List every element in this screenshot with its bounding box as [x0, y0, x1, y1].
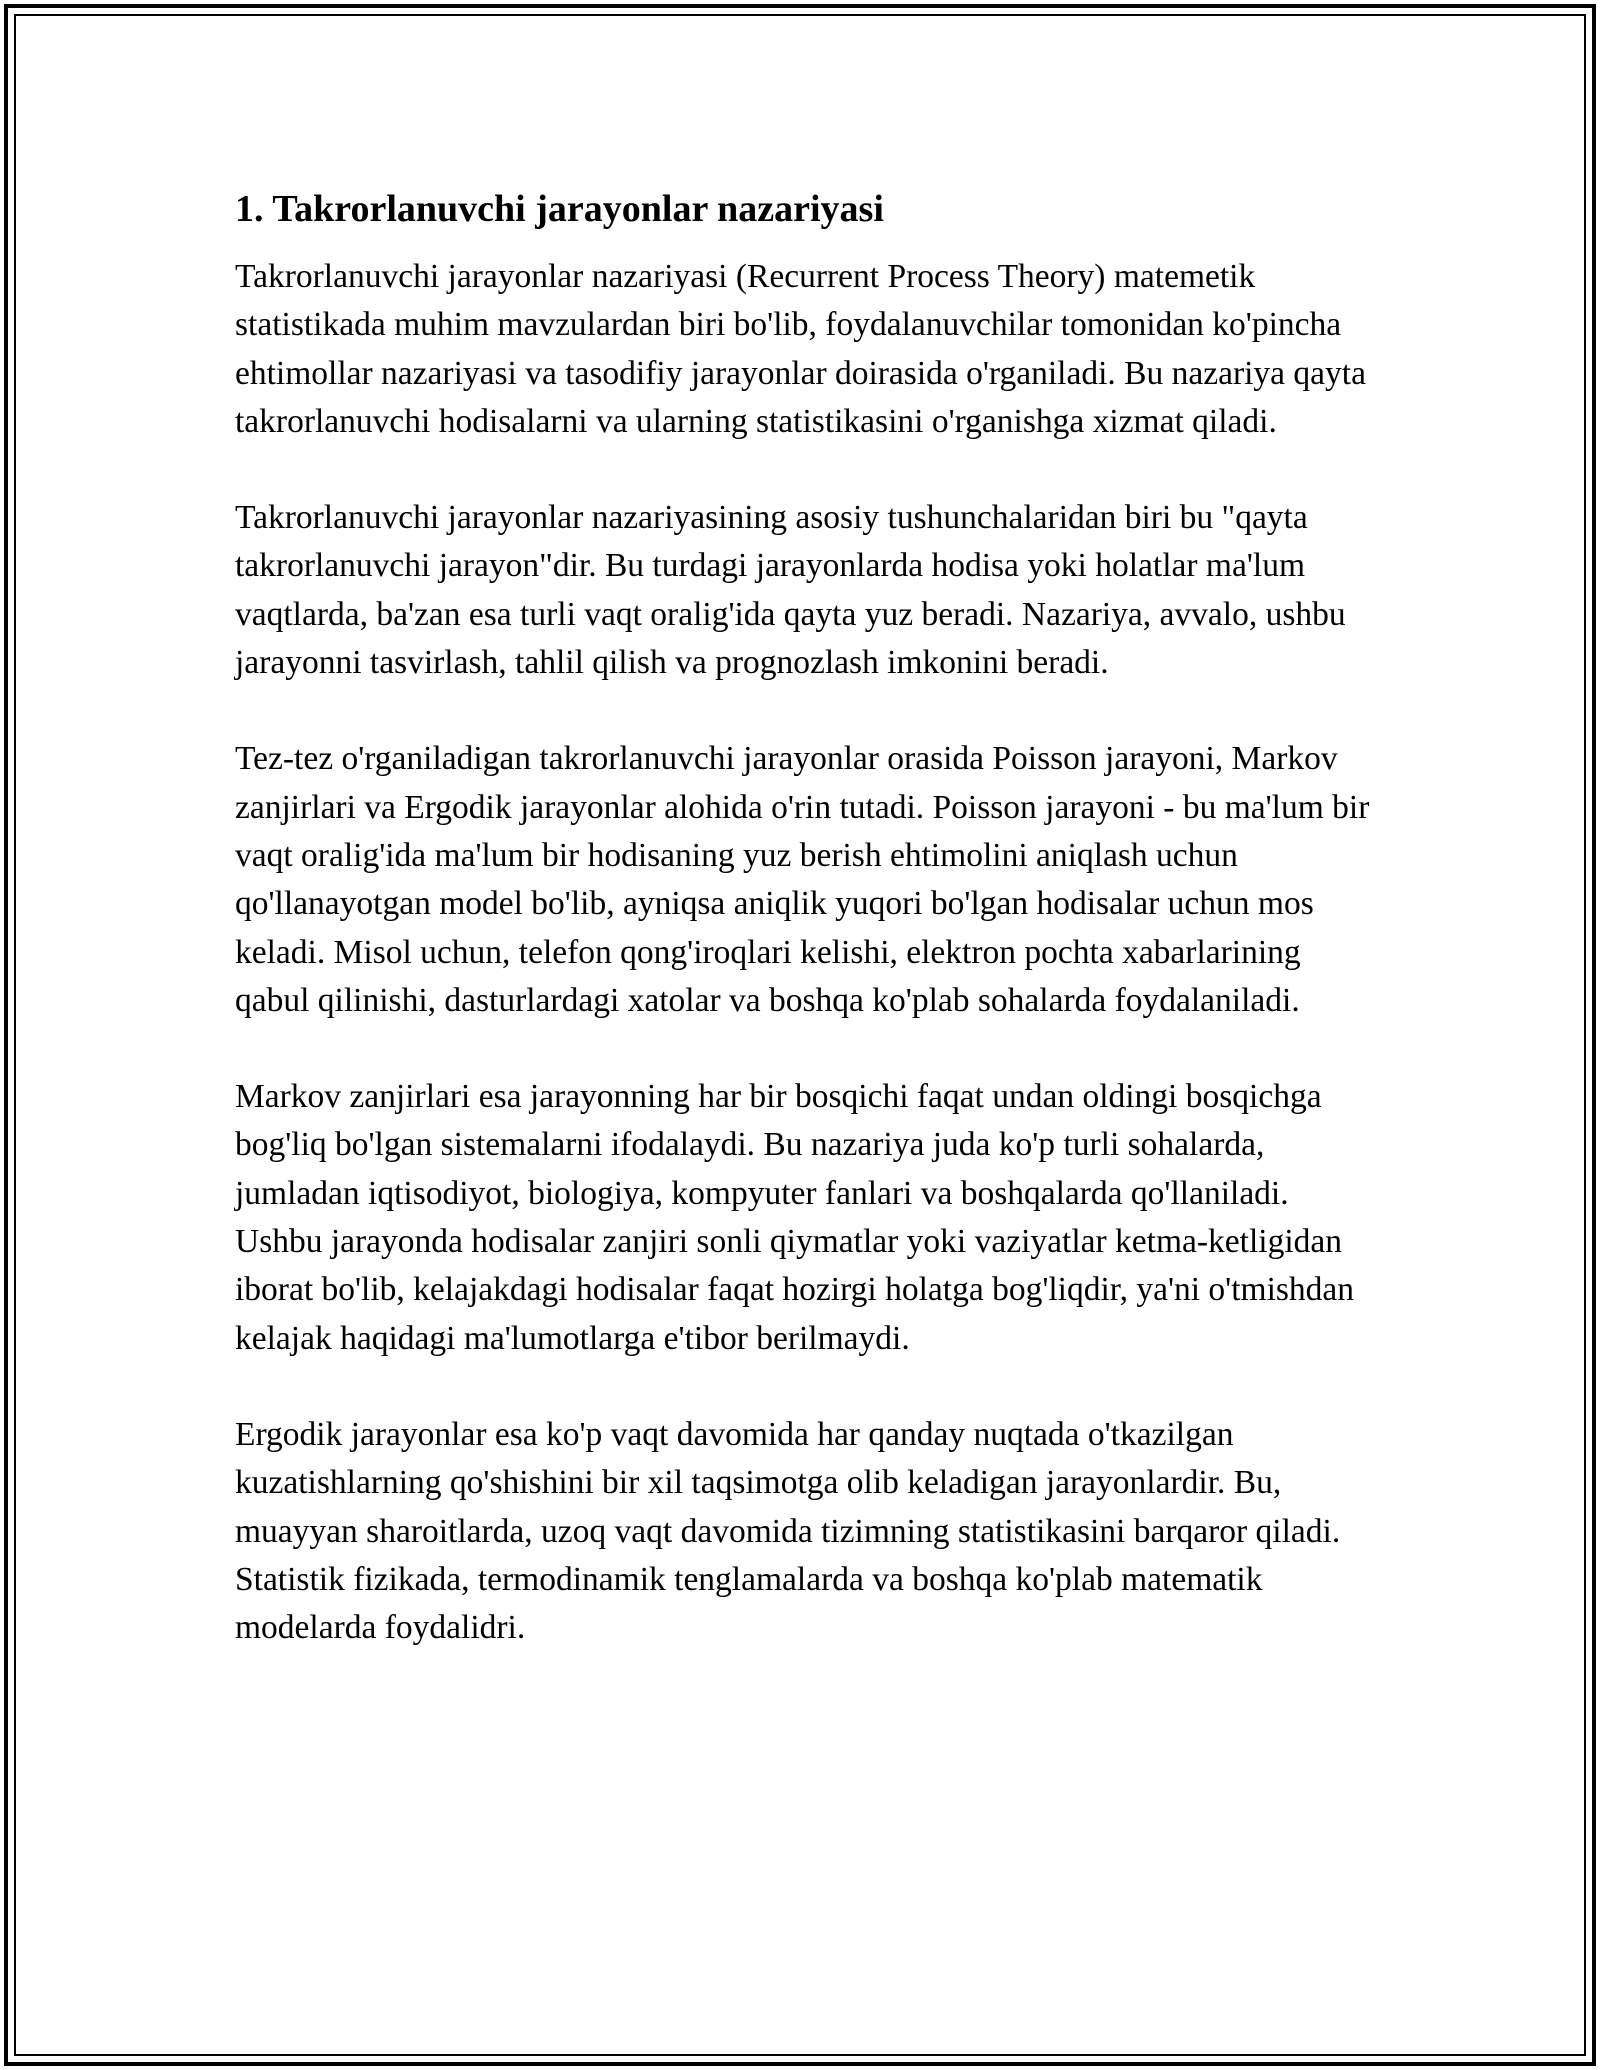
section-heading: 1. Takrorlanuvchi jarayonlar nazariyasi: [235, 188, 884, 230]
paragraph-markov: Markov zanjirlari esa jarayonning har bir bosqichi faqat undan oldingi bosqichga bog'liq bo'lgan sistemalarni ifodalaydi. Bu nazariya juda ko'p turli sohalarda, jumladan iqtisodiyot, biologiya, kompyuter fanlari va boshqalarda qo'llaniladi. Ushbu jarayonda hodisalar zanjiri sonli qiymatlar yoki vaziyatlar ketma-ketligidan iborat bo'lib, kelajakdagi hodisalar faqat hozirgi holatga bog'liqdir, ya'ni o'tmishdan kelajak haqidagi ma'lumotlarga e'tibor berilmaydi.: [235, 1078, 1355, 1357]
paragraph-poisson: Tez-tez o'rganiladigan takrorlanuvchi jarayonlar orasida Poisson jarayoni, Markov zanjirlari va Ergodik jarayonlar alohida o'rin tutadi. Poisson jarayoni - bu ma'lum bir vaqt oralig'ida ma'lum bir hodisaning yuz berish ehtimolini aniqlash uchun qo'llanayotgan model bo'lib, ayniqsa aniqlik yuqori bo'lgan hodisalar uchun mos keladi. Misol uchun, telefon qong'iroqlari kelishi, elektron pochta xabarlarining qabul qilinishi, dasturlardagi xatolar va boshqa ko'plab sohalarda foydalaniladi.: [235, 740, 1370, 1019]
document-body: [235, 185, 1375, 1700]
paragraph-ergodic: Ergodik jarayonlar esa ko'p vaqt davomida har qanday nuqtada o'tkazilgan kuzatishlarning qo'shishini bir xil taqsimotga olib keladigan jarayonlardir. Bu, muayyan sharoitlarda, uzoq vaqt davomida tizimning statistikasini barqaror qiladi. Statistik fizikada, termodinamik tenglamalarda va boshqa ko'plab matematik modelarda foydalidri.: [235, 1415, 1341, 1647]
paragraph-intro: Takrorlanuvchi jarayonlar nazariyasi (Recurrent Process Theory) matemetik statistikada muhim mavzulardan biri bo'lib, foydalanuvchilar tomonidan ko'pincha ehtimollar nazariyasi va tasodifiy jarayonlar doirasida o'rganiladi. Bu nazariya qayta takrorlanuvchi hodisalarni va ularning statistikasini o'rganishga xizmat qiladi.: [235, 258, 1366, 440]
paragraph-basic-concept: Takrorlanuvchi jarayonlar nazariyasining asosiy tushunchalaridan biri bu "qayta takrorlanuvchi jarayon"dir. Bu turdagi jarayonlarda hodisa yoki holatlar ma'lum vaqtlarda, ba'zan esa turli vaqt oralig'ida qayta yuz beradi. Nazariya, avvalo, ushbu jarayonni tasvirlash, tahlil qilish va prognozlash imkonini beradi.: [235, 499, 1346, 682]
